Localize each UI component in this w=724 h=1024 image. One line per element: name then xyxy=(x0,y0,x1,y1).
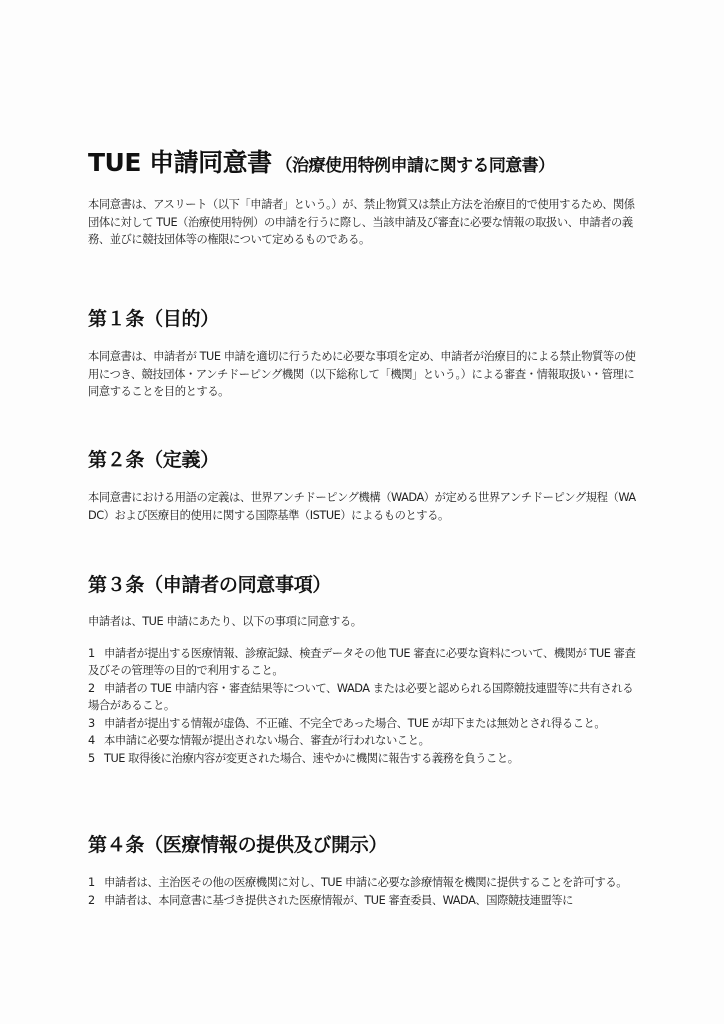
list-item: 2 申請者は、本同意書に基づき提供された医療情報が、TUE 審査委員、WADA、国際競技連盟等に xyxy=(88,893,573,907)
article-4-list xyxy=(88,874,640,909)
article-3-heading: 第３条（申請者の同意事項） xyxy=(88,574,332,596)
list-item: 5 TUE 取得後に治療内容が変更された場合、速やかに機関に報告する義務を負うこと。 xyxy=(88,751,519,765)
document-title xyxy=(88,141,554,179)
document-title-subtitle: （治療使用特例申請に関する同意書） xyxy=(275,156,555,177)
article-2-body: 本同意書における用語の定義は、世界アンチドーピング機構（WADA）が定める世界アンチドーピング規程（WADC）および医療目的使用に関する国際基準（ISTUE）によるものとする。 xyxy=(88,491,636,522)
article-4 xyxy=(88,830,640,909)
document-title-main: TUE 申請同意書 xyxy=(88,148,272,178)
list-item: 3 申請者が提出する情報が虚偽、不正確、不完全であった場合、TUE が却下または無効とされ得ること。 xyxy=(88,716,606,730)
list-item: 1 申請者は、主治医その他の医療機関に対し、TUE 申請に必要な診療情報を機関に提供することを許可する。 xyxy=(88,876,628,889)
article-3-body: 申請者は、TUE 申請にあたり、以下の事項に同意する。 xyxy=(88,615,362,628)
article-3-list xyxy=(88,645,640,768)
list-item: 1 申請者が提出する医療情報、診療記録、検査データその他 TUE 審査に必要な資料について、機関が TUE 審査及びその管理等の目的で利用すること。 xyxy=(88,646,636,677)
article-1-heading: 第１条（目的） xyxy=(88,308,219,330)
article-1 xyxy=(88,304,640,401)
article-2 xyxy=(88,445,640,524)
list-item: 4 本申請に必要な情報が提出されない場合、審査が行われないこと。 xyxy=(88,734,430,747)
list-item: 2 申請者の TUE 申請内容・審査結果等について、WADA または必要と認められる国際競技連盟等に共有される場合があること。 xyxy=(88,681,634,712)
article-2-heading: 第２条（定義） xyxy=(88,449,219,471)
article-1-body: 本同意書は、申請者が TUE 申請を適切に行うために必要な事項を定め、申請者が治療目的による禁止物質等の使用につき、競技団体・アンチドーピング機関（以下総称して「機関」という。）による審査・情報取扱い・管理に同意することを目的とする。 xyxy=(88,350,636,398)
intro-paragraph: 本同意書は、アスリート（以下「申請者」という。）が、禁止物質又は禁止方法を治療目的で使用するため、関係団体に対して TUE（治療使用特例）の申請を行うに際し、当該申請及び審査に必要な情報の取扱い、申請者の義務、並びに競技団体等の権限について定めるものである。 xyxy=(88,198,635,246)
article-3 xyxy=(88,570,640,767)
intro-section xyxy=(88,196,640,249)
article-4-heading: 第４条（医療情報の提供及び開示） xyxy=(88,834,388,856)
